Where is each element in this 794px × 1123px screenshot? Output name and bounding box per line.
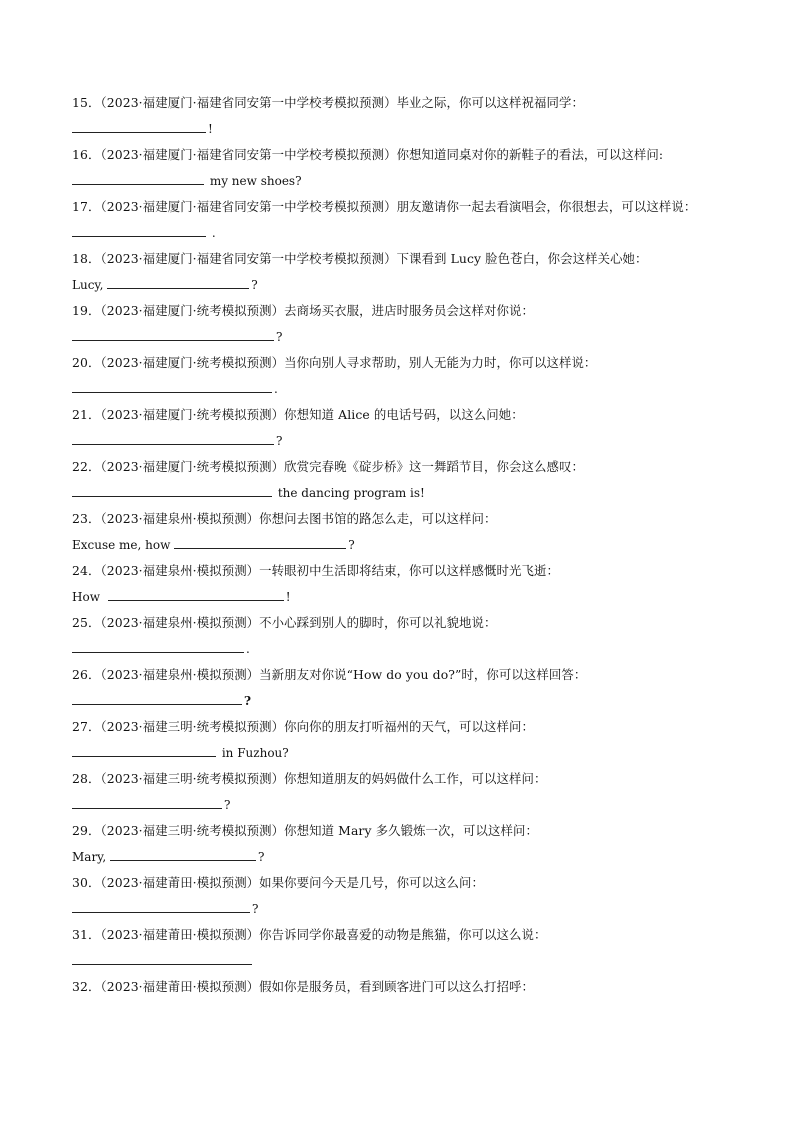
question-text: 28．（2023·福建三明·统考模拟预测）你想知道朋友的妈妈做什么工作，可以这样问： bbox=[72, 771, 547, 786]
question-text: 26．（2023·福建泉州·模拟预测）当新朋友对你说“How do you do?”时，你可以这样回答： bbox=[72, 667, 587, 682]
answer-suffix: my new shoes? bbox=[209, 174, 302, 188]
answer-blank[interactable] bbox=[72, 221, 206, 237]
question-text: 15．（2023·福建厦门·福建省同安第一中学校考模拟预测）毕业之际，你可以这样祝福同学： bbox=[72, 95, 584, 110]
answer-suffix: ? bbox=[276, 330, 283, 344]
answer-suffix: ? bbox=[276, 434, 283, 448]
question-21 bbox=[72, 402, 732, 454]
question-26 bbox=[72, 662, 732, 714]
answer-blank[interactable] bbox=[72, 949, 252, 965]
answer-blank[interactable] bbox=[72, 429, 274, 445]
answer-suffix: ? bbox=[252, 902, 259, 916]
answer-suffix: . bbox=[211, 226, 216, 240]
answer-suffix: . bbox=[246, 642, 250, 656]
answer-line bbox=[72, 636, 732, 662]
question-text: 20．（2023·福建厦门·统考模拟预测）当你向别人寻求帮助，别人无能为力时，你可以这样说： bbox=[72, 355, 597, 370]
answer-line bbox=[72, 688, 732, 714]
answer-blank[interactable] bbox=[110, 845, 256, 861]
question-32 bbox=[72, 974, 732, 1000]
question-text: 24．（2023·福建泉州·模拟预测）一转眼初中生活即将结束，你可以这样感慨时光飞逝： bbox=[72, 563, 559, 578]
question-text: 29．（2023·福建三明·统考模拟预测）你想知道 Mary 多久锻炼一次，可以这样问： bbox=[72, 823, 538, 838]
answer-line bbox=[72, 740, 732, 766]
answer-line bbox=[72, 324, 732, 350]
answer-blank[interactable] bbox=[72, 741, 216, 757]
question-list bbox=[72, 90, 732, 1000]
answer-suffix: ! bbox=[208, 122, 213, 136]
answer-prefix: Mary, bbox=[72, 850, 107, 864]
question-text: 27．（2023·福建三明·统考模拟预测）你向你的朋友打听福州的天气，可以这样问： bbox=[72, 719, 534, 734]
question-18 bbox=[72, 246, 732, 298]
question-22 bbox=[72, 454, 732, 506]
answer-blank[interactable] bbox=[72, 897, 250, 913]
answer-line bbox=[72, 220, 732, 246]
answer-suffix: ? bbox=[251, 278, 258, 292]
question-29 bbox=[72, 818, 732, 870]
question-text: 23．（2023·福建泉州·模拟预测）你想问去图书馆的路怎么走，可以这样问： bbox=[72, 511, 497, 526]
question-15 bbox=[72, 90, 732, 142]
answer-blank[interactable] bbox=[72, 169, 204, 185]
question-text: 31．（2023·福建莆田·模拟预测）你告诉同学你最喜爱的动物是熊猫，你可以这么说： bbox=[72, 927, 547, 942]
answer-prefix: Lucy, bbox=[72, 278, 104, 292]
answer-line bbox=[72, 168, 732, 194]
answer-suffix: ? bbox=[244, 694, 252, 708]
answer-line bbox=[72, 532, 732, 558]
answer-suffix: ? bbox=[348, 538, 355, 552]
answer-blank[interactable] bbox=[72, 377, 272, 393]
answer-prefix: Excuse me, how bbox=[72, 538, 171, 552]
question-16 bbox=[72, 142, 732, 194]
answer-line bbox=[72, 948, 732, 974]
answer-blank[interactable] bbox=[72, 637, 244, 653]
question-19 bbox=[72, 298, 732, 350]
answer-blank[interactable] bbox=[72, 793, 222, 809]
question-text: 16．（2023·福建厦门·福建省同安第一中学校考模拟预测）你想知道同桌对你的新鞋子的看法，可以这样问: bbox=[72, 147, 664, 162]
question-text: 25．（2023·福建泉州·模拟预测）不小心踩到别人的脚时，你可以礼貌地说： bbox=[72, 615, 497, 630]
answer-blank[interactable] bbox=[174, 533, 346, 549]
answer-suffix: ? bbox=[258, 850, 265, 864]
answer-blank[interactable] bbox=[72, 481, 272, 497]
answer-suffix: . bbox=[274, 382, 278, 396]
answer-suffix: ? bbox=[224, 798, 231, 812]
question-20 bbox=[72, 350, 732, 402]
question-text: 30．（2023·福建莆田·模拟预测）如果你要问今天是几号，你可以这么问： bbox=[72, 875, 485, 890]
answer-line bbox=[72, 844, 732, 870]
question-text: 22．（2023·福建厦门·统考模拟预测）欣赏完春晚《碇步桥》这一舞蹈节目，你会这么感叹： bbox=[72, 459, 584, 474]
question-17 bbox=[72, 194, 732, 246]
question-text: 18．（2023·福建厦门·福建省同安第一中学校考模拟预测）下课看到 Lucy 脸色苍白，你会这样关心她： bbox=[72, 251, 648, 266]
answer-line bbox=[72, 272, 732, 298]
answer-line bbox=[72, 428, 732, 454]
question-27 bbox=[72, 714, 732, 766]
answer-blank[interactable] bbox=[72, 689, 242, 705]
question-23 bbox=[72, 506, 732, 558]
answer-line bbox=[72, 896, 732, 922]
answer-blank[interactable] bbox=[72, 325, 274, 341]
question-28 bbox=[72, 766, 732, 818]
question-24 bbox=[72, 558, 732, 610]
answer-suffix: ! bbox=[285, 590, 291, 604]
question-30 bbox=[72, 870, 732, 922]
answer-line bbox=[72, 376, 732, 402]
answer-suffix: in Fuzhou? bbox=[221, 746, 289, 760]
answer-blank[interactable] bbox=[107, 273, 249, 289]
question-text: 19．（2023·福建厦门·统考模拟预测）去商场买衣服，进店时服务员会这样对你说： bbox=[72, 303, 534, 318]
answer-prefix: How bbox=[72, 590, 100, 604]
question-text: 17．（2023·福建厦门·福建省同安第一中学校考模拟预测）朋友邀请你一起去看演唱会，你很想去，可以这样说： bbox=[72, 199, 697, 214]
answer-line bbox=[72, 792, 732, 818]
question-text: 32．（2023·福建莆田·模拟预测）假如你是服务员，看到顾客进门可以这么打招呼： bbox=[72, 979, 534, 994]
answer-line bbox=[72, 584, 732, 610]
answer-line bbox=[72, 480, 732, 506]
question-25 bbox=[72, 610, 732, 662]
answer-blank[interactable] bbox=[72, 117, 206, 133]
question-31 bbox=[72, 922, 732, 974]
answer-suffix: the dancing program is! bbox=[277, 486, 425, 500]
answer-line bbox=[72, 116, 732, 142]
question-text: 21．（2023·福建厦门·统考模拟预测）你想知道 Alice 的电话号码，以这么问她： bbox=[72, 407, 524, 422]
answer-blank[interactable] bbox=[108, 585, 284, 601]
